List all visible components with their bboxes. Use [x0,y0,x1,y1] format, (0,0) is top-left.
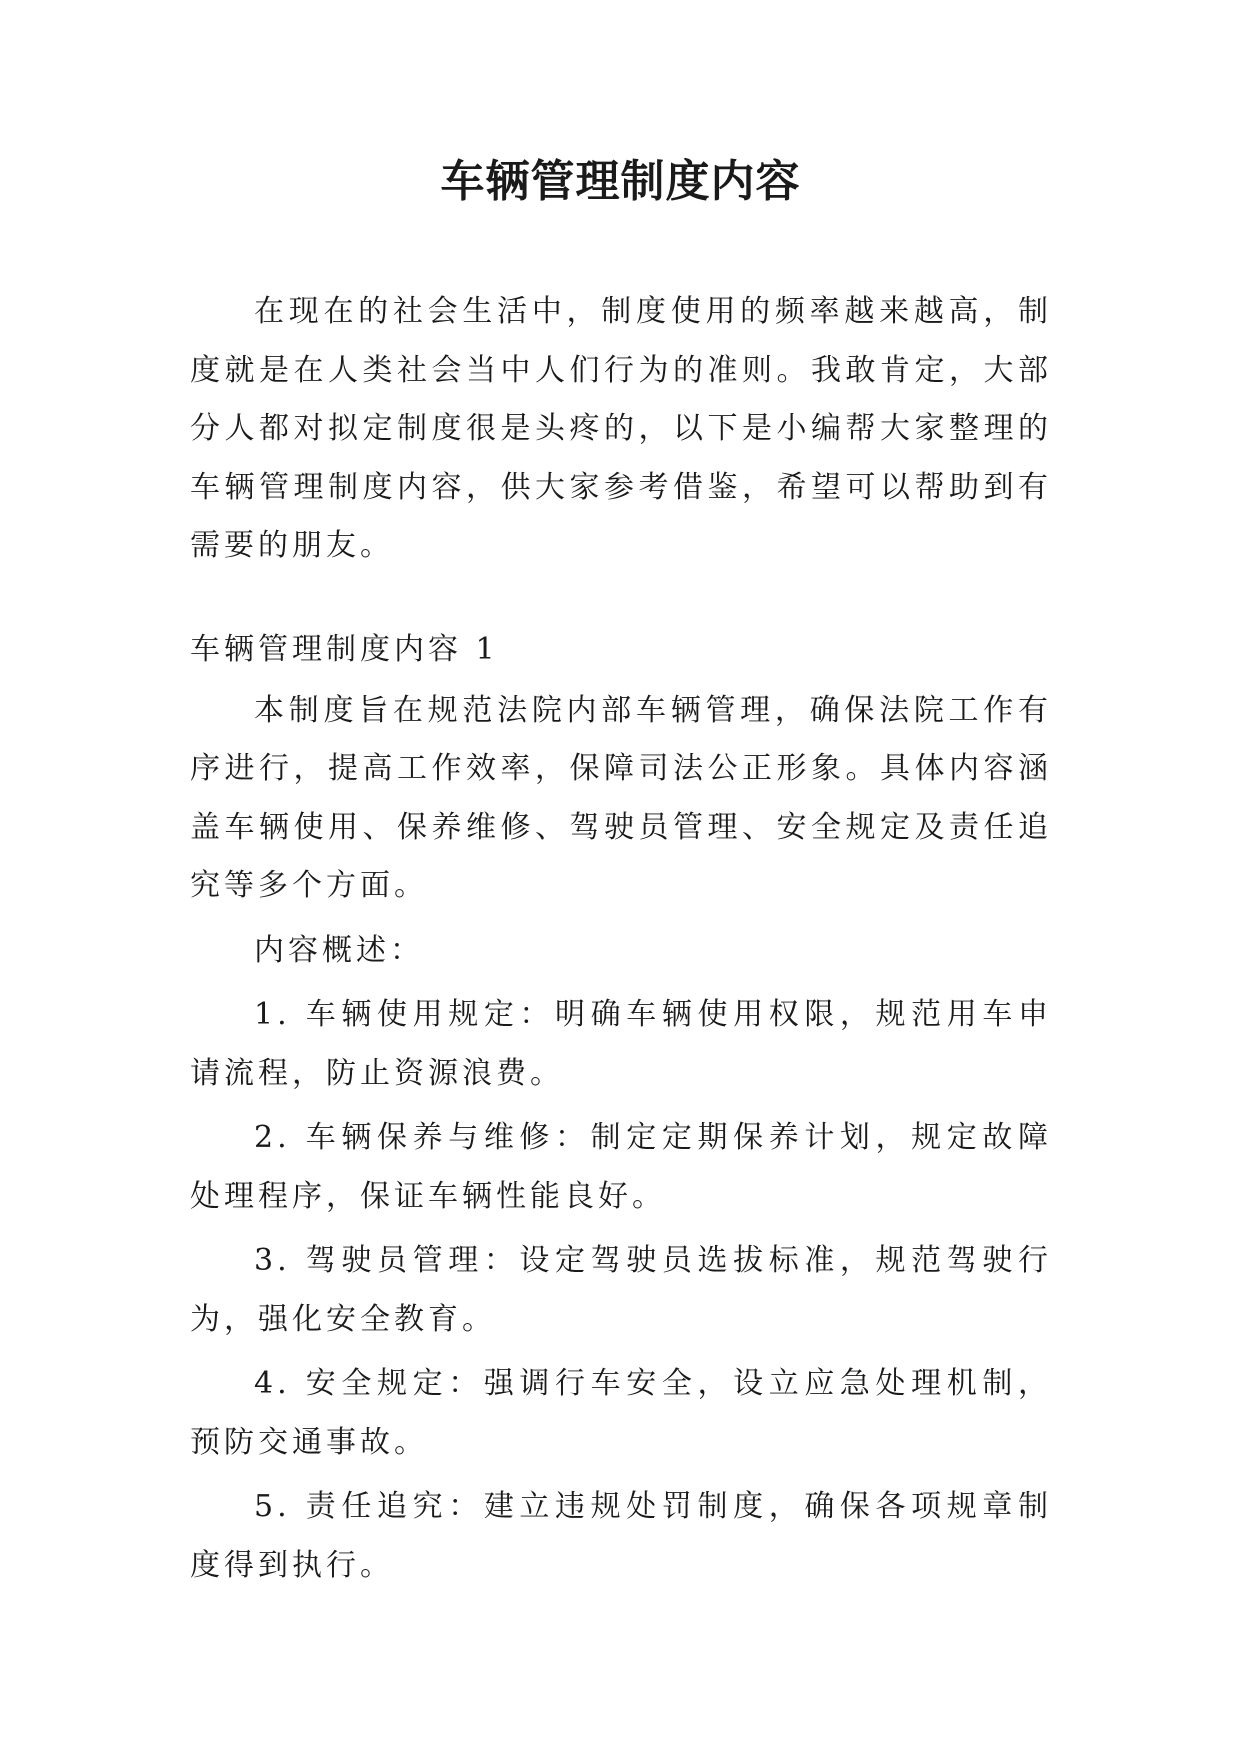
document-title: 车辆管理制度内容 [440,156,801,207]
section-1-heading: 车辆管理制度内容 1 [190,631,499,667]
list-item: 4. 安全规定：强调行车安全，设立应急处理机制，预防交通事故。 [190,1366,1052,1460]
document-body [190,283,1052,1601]
list-item: 1. 车辆使用规定：明确车辆使用权限，规范用车申请流程，防止资源浪费。 [190,997,1052,1091]
section-1-paragraph: 本制度旨在规范法院内部车辆管理，确保法院工作有序进行，提高工作效率，保障司法公正形象。具体内容涵盖车辆使用、保养维修、驾驶员管理、安全规定及责任追究等多个方面。 [190,692,1052,903]
list-item: 5. 责任追究：建立违规处罚制度，确保各项规章制度得到执行。 [190,1489,1052,1583]
intro-paragraph: 在现在的社会生活中，制度使用的频率越来越高，制度就是在人类社会当中人们行为的准则。我敢肯定，大部分人都对拟定制度很是头疼的，以下是小编帮大家整理的车辆管理制度内容，供大家参考借鉴，希望可以帮助到有需要的朋友。 [190,294,1052,563]
list-item: 3. 驾驶员管理：设定驾驶员选拔标准，规范驾驶行为，强化安全教育。 [190,1243,1052,1337]
list-item: 2. 车辆保养与维修：制定定期保养计划，规定故障处理程序，保证车辆性能良好。 [190,1120,1052,1214]
overview-label: 内容概述： [254,932,424,968]
